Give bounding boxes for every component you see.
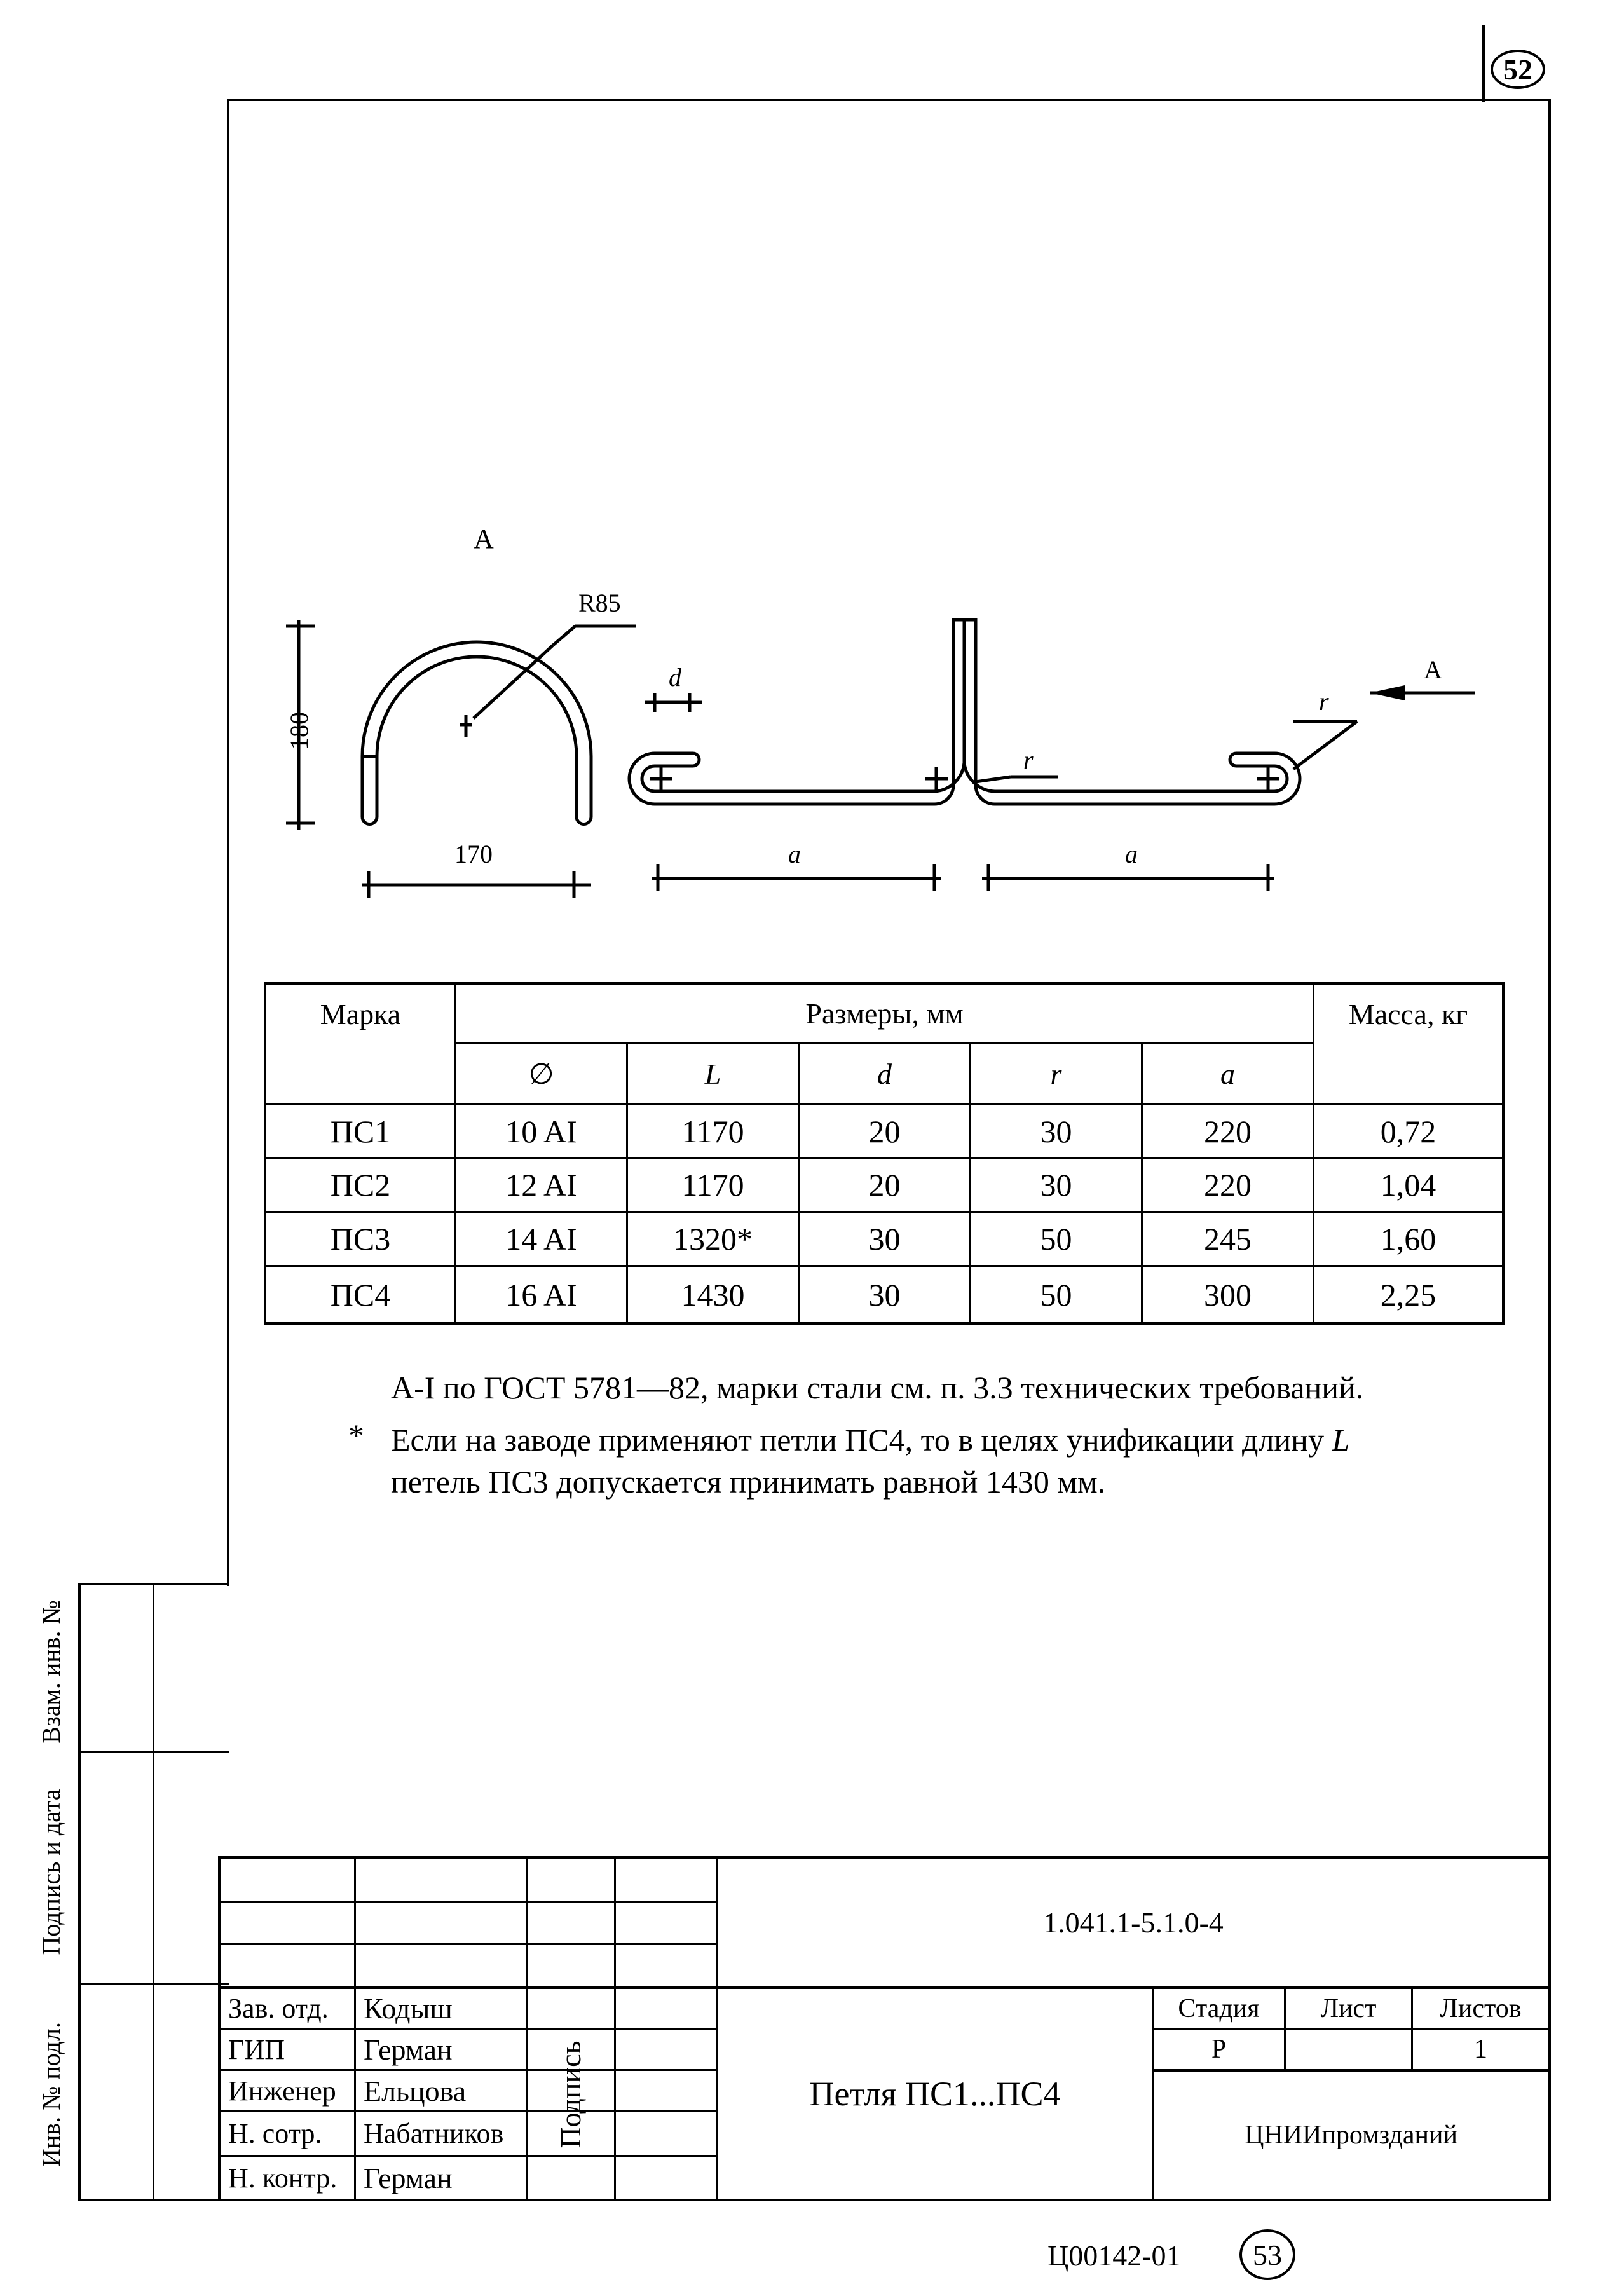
table-cell: 0,72 — [1380, 1113, 1436, 1149]
height-dim-label: 180 — [284, 712, 313, 750]
table-cell: 300 — [1204, 1276, 1252, 1313]
r-label-right: r — [1319, 687, 1329, 716]
stamp-vzam-inv: Взам. инв. № — [36, 1600, 65, 1744]
stamp-podpis-data: Подпись и дата — [36, 1789, 65, 1955]
a-label-right: a — [1125, 840, 1138, 868]
header-L: L — [704, 1057, 721, 1090]
table-cell: 1320* — [673, 1221, 753, 1257]
table-cell: ПС3 — [330, 1221, 391, 1257]
table-cell: 30 — [868, 1221, 901, 1257]
stage-header: Стадия — [1178, 1993, 1260, 2023]
width-dim-label: 170 — [454, 840, 493, 868]
d-label: d — [669, 663, 681, 692]
header-sizes: Размеры, мм — [805, 997, 964, 1030]
name-2: Ельцова — [364, 2074, 467, 2107]
table-cell: 10 AI — [505, 1113, 577, 1149]
name-4: Герман — [364, 2161, 453, 2194]
a-label-left: a — [788, 840, 801, 868]
table-cell: 14 AI — [505, 1221, 577, 1257]
signature-header: Подпись — [554, 2040, 587, 2149]
table-cell: 245 — [1204, 1221, 1252, 1257]
note-asterisk: * — [348, 1418, 364, 1453]
loop-drawing — [0, 0, 1624, 953]
header-diameter: ∅ — [528, 1058, 554, 1090]
note-unification-line2: петель ПС3 допускается принимать равной 1430 мм. — [391, 1464, 1106, 1500]
table-cell: 2,25 — [1380, 1276, 1436, 1313]
header-mark: Марка — [320, 997, 401, 1030]
table-cell: 50 — [1040, 1276, 1072, 1313]
table-cell: 50 — [1040, 1221, 1072, 1257]
r-label-middle: r — [1023, 746, 1034, 774]
note-unification-italic: L — [1332, 1422, 1350, 1458]
table-cell: 30 — [1040, 1167, 1072, 1203]
table-cell: 1170 — [681, 1167, 744, 1203]
table-cell: 20 — [868, 1113, 901, 1149]
note-steel: А-I по ГОСТ 5781—82, марки стали см. п. 3.3 технических требований. — [391, 1370, 1364, 1405]
note-unification-line1: Если на заводе применяют петли ПС4, то в целях унификации длину — [391, 1422, 1324, 1458]
view-label: A — [474, 523, 494, 554]
role-3: Н. сотр. — [228, 2118, 322, 2149]
table-cell: ПС1 — [330, 1113, 391, 1149]
name-1: Герман — [364, 2033, 453, 2066]
header-a: a — [1220, 1057, 1235, 1090]
note-unification — [391, 1419, 1510, 1503]
footer-page-number: 53 — [1239, 2229, 1295, 2280]
table-cell: 1170 — [681, 1113, 744, 1149]
header-mass: Масса, кг — [1348, 997, 1468, 1030]
drawing-title: Петля ПС1...ПС4 — [809, 2075, 1061, 2113]
organization: ЦНИИпромзданий — [1245, 2121, 1457, 2150]
table-cell: 1,04 — [1380, 1167, 1436, 1203]
table-cell: 12 AI — [505, 1167, 577, 1203]
table-cell: 16 AI — [505, 1276, 577, 1313]
name-0: Кодыш — [364, 1992, 453, 2025]
table-cell: ПС2 — [330, 1167, 391, 1203]
table-cell: 20 — [868, 1167, 901, 1203]
page-number-top: 52 — [1491, 50, 1545, 89]
sheets-value: 1 — [1474, 2035, 1487, 2064]
footer-code: Ц00142-01 — [1047, 2239, 1181, 2272]
frame-bottom — [78, 2199, 1551, 2201]
role-1: ГИП — [228, 2033, 285, 2065]
header-r: r — [1050, 1057, 1062, 1090]
header-d: d — [877, 1057, 892, 1090]
sheets-header: Листов — [1440, 1993, 1522, 2023]
doc-code: 1.041.1-5.1.0-4 — [1043, 1906, 1224, 1939]
table-cell: ПС4 — [330, 1276, 391, 1313]
table-cell: 30 — [1040, 1113, 1072, 1149]
table-cell: 220 — [1204, 1167, 1252, 1203]
table-cell: 1,60 — [1380, 1221, 1436, 1257]
table-cell: 1430 — [681, 1276, 745, 1313]
table-cell: 220 — [1204, 1113, 1252, 1149]
role-2: Инженер — [228, 2075, 336, 2107]
radius-label: R85 — [578, 589, 621, 617]
name-3: Набатников — [364, 2118, 504, 2149]
table-cell: 30 — [868, 1276, 901, 1313]
role-4: Н. контр. — [228, 2162, 338, 2194]
sheet-header: Лист — [1320, 1993, 1377, 2023]
role-0: Зав. отд. — [228, 1993, 329, 2024]
stamp-inv-podl: Инв. № подл. — [36, 2022, 65, 2167]
stage-value: Р — [1211, 2035, 1227, 2064]
arrow-label: A — [1424, 655, 1442, 684]
sheet-value — [1286, 2030, 1411, 2069]
